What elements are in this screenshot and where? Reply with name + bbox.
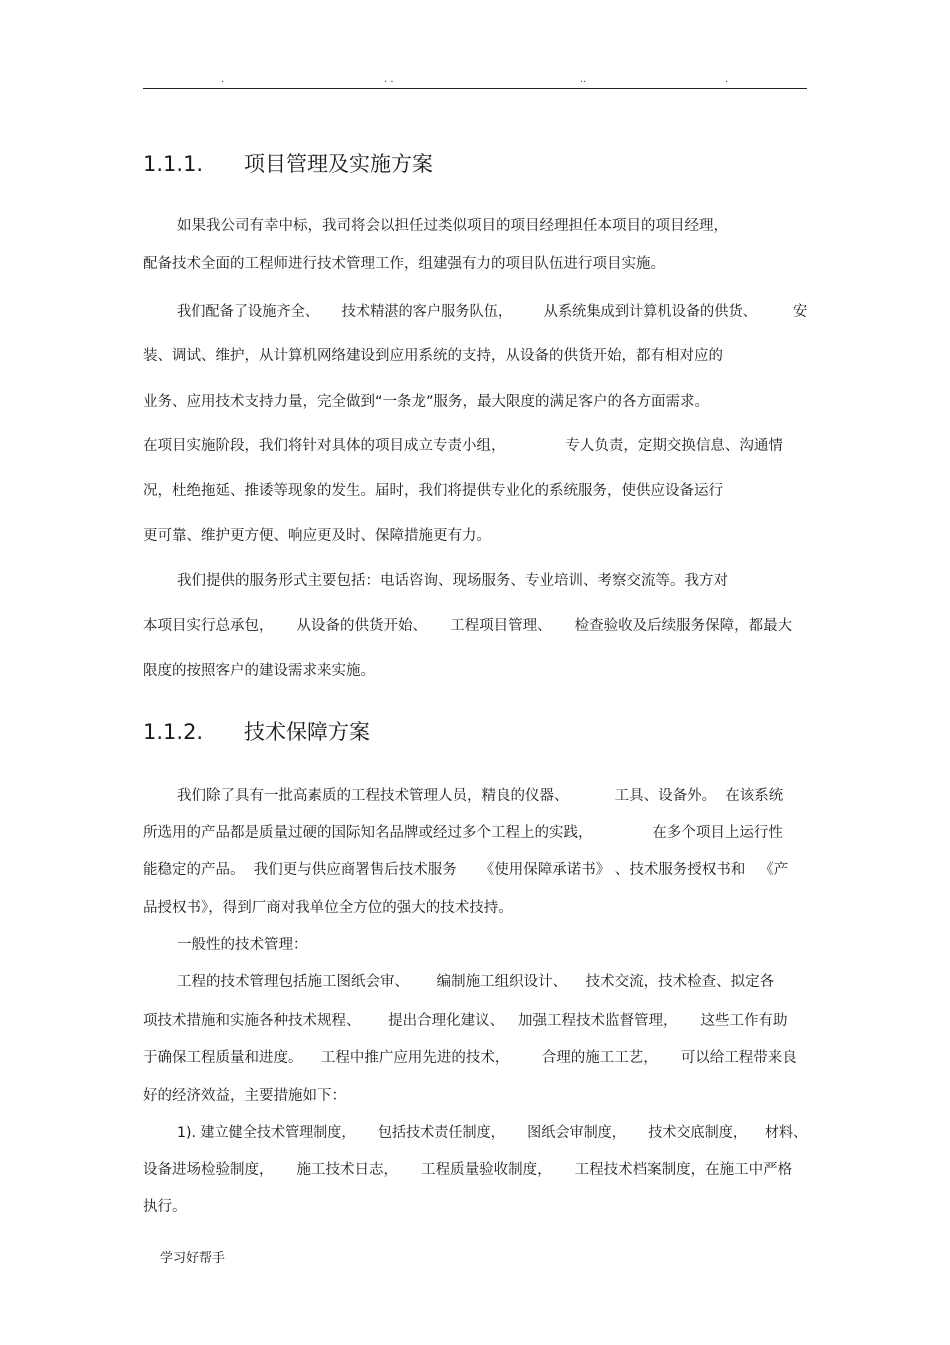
paragraph-line: 项技术措施和实施各种技术规程、 提出合理化建议、 加强工程技术监督管理， 这些工作有助: [143, 1013, 788, 1029]
paragraph-line: 在项目实施阶段，我们将针对具体的项目成立专责小组， 专人负责，定期交换信息、沟通情: [143, 438, 783, 454]
paragraph-line: 更可靠、维护更方便、响应更及时、保障措施更有力。: [143, 528, 491, 544]
footer-text: 学习好帮手: [160, 1251, 226, 1266]
section-number: 1.1.2.: [143, 720, 204, 744]
paragraph-line: 执行。: [143, 1199, 187, 1215]
section-number: 1.1.1.: [143, 152, 204, 176]
paragraph-line: 好的经济效益，主要措施如下：: [143, 1088, 346, 1104]
paragraph-line: 一般性的技术管理：: [177, 937, 308, 953]
paragraph-line: 业务、应用技术支持力量，完全做到“一条龙”服务，最大限度的满足客户的各方面需求。: [143, 394, 710, 410]
paragraph-line: 况，杜绝拖延、推诿等现象的发生。届时，我们将提供专业化的系统服务，使供应设备运行: [143, 483, 723, 499]
paragraph-line: 能稳定的产品。 我们更与供应商署售后技术服务 《使用保障承诺书》 、技术服务授权书和 《产: [143, 862, 789, 878]
paragraph-line: 我们提供的服务形式主要包括：电话咨询、现场服务、专业培训、考察交流等。我方对: [177, 573, 728, 589]
header-dot: . .: [384, 74, 394, 85]
paragraph-line: 配备技术全面的工程师进行技术管理工作，组建强有力的项目队伍进行项目实施。: [143, 256, 665, 272]
header-rule: [143, 88, 807, 89]
paragraph-line: 我们配备了设施齐全、 技术精湛的客户服务队伍， 从系统集成到计算机设备的供货、 安: [177, 304, 808, 320]
header-dot: ..: [580, 74, 587, 85]
header-dot: .: [221, 74, 225, 85]
paragraph-line: 所选用的产品都是质量过硬的国际知名品牌或经过多个工程上的实践， 在多个项目上运行性: [143, 825, 783, 841]
paragraph-line: 品授权书》，得到厂商对我单位全方位的强大的技术技持。: [143, 900, 513, 916]
paragraph-line: 如果我公司有幸中标，我司将会以担任过类似项目的项目经理担任本项目的项目经理，: [177, 218, 728, 234]
section-title: 项目管理及实施方案: [244, 152, 433, 176]
paragraph-line: 于确保工程质量和进度。 工程中推广应用先进的技术， 合理的施工工艺， 可以给工程带来良: [143, 1050, 797, 1066]
paragraph-line: 本项目实行总承包， 从设备的供货开始、 工程项目管理、 检查验收及后续服务保障，都最大: [143, 618, 793, 634]
section-title: 技术保障方案: [244, 720, 370, 744]
paragraph-line: 设备进场检验制度， 施工技术日志， 工程质量验收制度， 工程技术档案制度，在施工中严格: [143, 1162, 793, 1178]
paragraph-line: 1). 建立健全技术管理制度， 包括技术责任制度， 图纸会审制度， 技术交底制度， 材料、: [177, 1125, 808, 1141]
paragraph-line: 我们除了具有一批高素质的工程技术管理人员，精良的仪器、 工具、设备外。 在该系统: [177, 788, 784, 804]
paragraph-line: 限度的按照客户的建设需求来实施。: [143, 663, 375, 679]
header-dot: .: [725, 74, 729, 85]
paragraph-line: 工程的技术管理包括施工图纸会审、 编制施工组织设计、 技术交流，技术检查、拟定各: [177, 974, 775, 990]
paragraph-line: 装、调试、维护，从计算机网络建设到应用系统的支持，从设备的供货开始，都有相对应的: [143, 348, 723, 364]
